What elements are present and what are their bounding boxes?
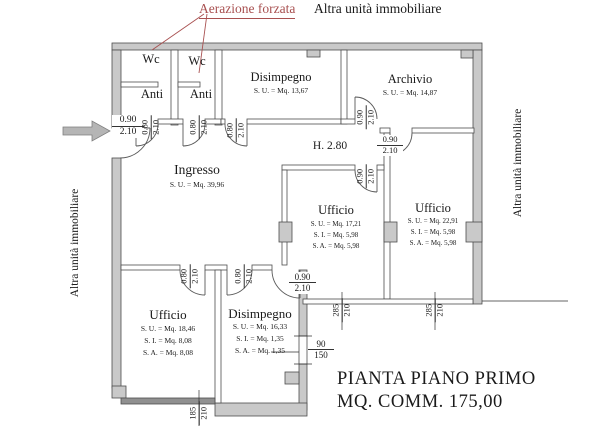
window-right-a-dim: 285 210 — [332, 298, 353, 322]
room-anti-right: Anti — [189, 87, 213, 101]
plan-title-line1: PIANTA PIANO PRIMO — [337, 369, 536, 389]
room-ufficio-mid: Ufficio — [318, 203, 354, 217]
ceiling-height-label: H. 2.80 — [312, 140, 348, 152]
room-wc-left: Wc — [142, 52, 160, 66]
room-ufficio-right-sa: S. A. = Mq. 5,98 — [409, 239, 457, 247]
room-ingresso-area: S. U. = Mq. 39,96 — [169, 180, 225, 189]
entrance-door-dim: $\frac{0.90}{2.10}$ — [112, 115, 144, 138]
room-ufficio-mid-su: S. U. = Mq. 17,21 — [310, 220, 362, 228]
room-anti-left: Anti — [140, 87, 164, 101]
other-unit-left-label: Altra unità immobiliare — [69, 188, 81, 298]
room-ufficio-bottom-si: S. I. = Mq. 8,08 — [144, 336, 192, 345]
ufficio-bottom-door-dim: 0.80 2.10 — [180, 264, 201, 288]
other-unit-right-label: Altra unità immobiliare — [512, 108, 524, 218]
room-archivio-area: S. U. = Mq. 14,87 — [382, 88, 438, 97]
entrance-arrow-icon — [63, 121, 110, 141]
disimpegno-top-door-dim: 0.80 2.10 — [226, 118, 247, 142]
disimpegno-bottom-door-left-dim: 0.80 2.10 — [234, 264, 255, 288]
room-ufficio-right-su: S. U. = Mq. 22,91 — [407, 217, 459, 225]
room-ufficio-right: Ufficio — [415, 201, 451, 215]
room-disimpegno-top: Disimpegno — [250, 70, 312, 84]
window-ufficio-bottom-dim: 185 210 — [189, 401, 210, 425]
archivio-door-dim: 0.90 2.10 — [356, 105, 377, 129]
room-disimpegno-top-area: S. U. = Mq. 13,67 — [253, 86, 309, 95]
room-ufficio-right-si: S. I. = Mq. 5,98 — [410, 228, 456, 236]
anti-right-door-dim: 0.80 2.10 — [189, 115, 210, 139]
room-ufficio-bottom: Ufficio — [149, 307, 187, 322]
anti-left-door-dim: 0.80 2.10 — [141, 115, 162, 139]
room-disimpegno-bottom-su: S. U. = Mq. 16,33 — [232, 322, 288, 331]
ufficio-right-door-dim: $\frac{0.90}{2.10}$ — [377, 135, 403, 156]
room-archivio: Archivio — [387, 72, 433, 86]
room-disimpegno-bottom-sa: S. A. = Mq. 1,35 — [234, 346, 286, 355]
forced-ventilation-label: Aerazione forzata — [199, 1, 295, 19]
room-ingresso: Ingresso — [174, 162, 220, 177]
disimpegno-bottom-door-right-dim: $\frac{0.90}{2.10}$ — [289, 272, 316, 294]
room-ufficio-bottom-su: S. U. = Mq. 18,46 — [140, 324, 196, 333]
room-wc-right: Wc — [188, 54, 206, 68]
room-disimpegno-bottom-si: S. I. = Mq. 1,35 — [236, 334, 284, 343]
window-right-b-dim: 285 210 — [425, 298, 446, 322]
room-ufficio-mid-si: S. I. = Mq. 5,98 — [313, 231, 359, 239]
other-unit-top-label: Altra unità immobiliare — [314, 1, 442, 16]
ufficio-mid-door-dim: 0.90 2.10 — [356, 164, 377, 188]
room-ufficio-mid-sa: S. A. = Mq. 5,98 — [312, 242, 360, 250]
plan-title-line2: MQ. COMM. 175,00 — [337, 392, 503, 412]
room-disimpegno-bottom: Disimpegno — [228, 306, 292, 321]
room-ufficio-bottom-sa: S. A. = Mq. 8,08 — [142, 348, 194, 357]
window-disimpegno-dim: $\frac{90}{150}$ — [308, 339, 334, 361]
